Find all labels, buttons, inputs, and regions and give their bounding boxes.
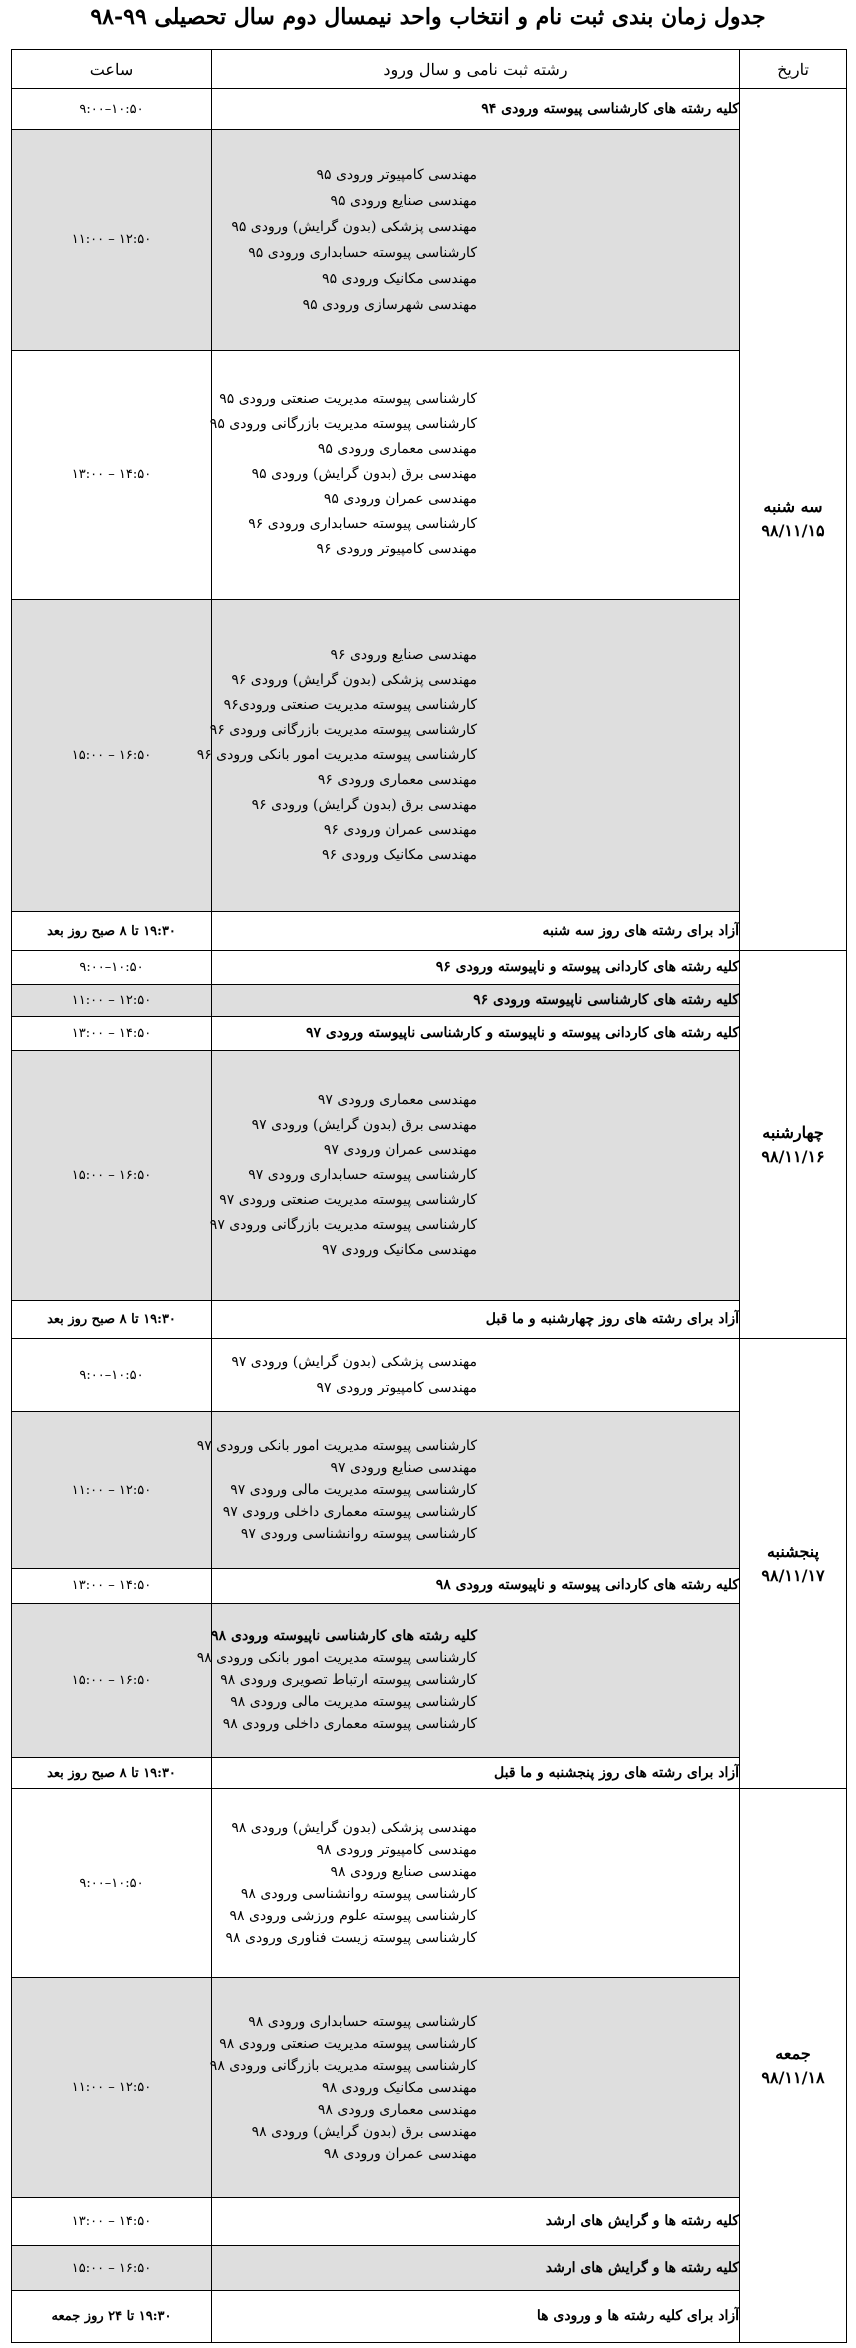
- day-name: پنجشنبه: [766, 1541, 820, 1561]
- field-item: کلیه رشته های کارشناسی ناپیوسته ورودی ۹۶: [473, 992, 739, 1009]
- field-item: مهندسی پزشکی (بدون گرایش) ورودی ۹۶: [231, 672, 477, 689]
- field-item: کارشناسی پیوسته حسابداری ورودی ۹۶: [248, 516, 477, 533]
- field-item: مهندسی مکانیک ورودی ۹۵: [322, 270, 477, 287]
- field-item: کارشناسی پیوسته حسابداری ورودی ۹۵: [248, 244, 477, 261]
- field-item: آزاد برای کلیه رشته ها و ورودی ها: [536, 2308, 739, 2325]
- day-date: ۹۸/۱۱/۱۷: [761, 1565, 825, 1585]
- field-item: کارشناسی پیوسته مدیریت صنعتی ورودی ۹۷: [219, 1192, 477, 1209]
- field-cell: [209, 1051, 740, 1300]
- field-item: مهندسی عمران ورودی ۹۶: [323, 822, 477, 839]
- field-cell: [212, 985, 740, 1017]
- field-item: مهندسی کامپیوتر ورودی ۹۵: [316, 166, 477, 183]
- time-cell: ۱۳:۰۰ – ۱۴:۵۰: [12, 1016, 212, 1050]
- field-item: آزاد برای رشته های روز سه شنبه: [542, 923, 739, 940]
- time-cell: ۹:۰۰–۱۰:۵۰: [12, 950, 212, 984]
- time-cell: ۱۵:۰۰ – ۱۶:۵۰: [12, 2246, 212, 2290]
- field-item: کلیه رشته های کاردانی پیوسته و ناپیوسته و کارشناسی ناپیوسته ورودی ۹۷: [306, 1025, 739, 1042]
- field-item: مهندسی صنایع ورودی ۹۸: [330, 1864, 477, 1881]
- field-item: کارشناسی پیوسته زیست فناوری ورودی ۹۸: [225, 1930, 477, 1947]
- field-item: کارشناسی پیوسته روانشناسی ورودی ۹۸: [240, 1886, 477, 1903]
- field-item: مهندسی برق (بدون گرایش) ورودی ۹۵: [251, 466, 477, 483]
- day-name: سه شنبه: [763, 497, 823, 517]
- schedule-body: [12, 89, 847, 2343]
- field-item: مهندسی معماری ورودی ۹۷: [317, 1092, 477, 1109]
- field-cell: [196, 1603, 740, 1757]
- field-item: کارشناسی پیوسته مدیریت بازرگانی ورودی ۹۷: [209, 1217, 477, 1234]
- field-item: مهندسی پزشکی (بدون گرایش) ورودی ۹۷: [231, 1354, 477, 1371]
- field-item: کارشناسی پیوسته مدیریت امور بانکی ورودی ۹۶: [196, 747, 477, 764]
- time-cell: ۱۳:۰۰ – ۱۴:۵۰: [12, 2198, 212, 2246]
- field-cell: [196, 1412, 740, 1569]
- day-date: ۹۸/۱۱/۱۸: [761, 2067, 825, 2087]
- field-cell: [212, 950, 740, 984]
- schedule-row: [12, 912, 847, 951]
- schedule-row: [12, 2246, 847, 2290]
- field-cell: [209, 1978, 740, 2198]
- schedule-row: [12, 1603, 847, 1757]
- schedule-row: [12, 599, 847, 912]
- schedule-row: [12, 1789, 847, 1978]
- day-date: ۹۸/۱۱/۱۵: [761, 521, 825, 541]
- field-item: کارشناسی پیوسته مدیریت مالی ورودی ۹۸: [230, 1694, 477, 1711]
- field-item: کلیه رشته ها و گرایش های ارشد: [545, 2260, 739, 2276]
- time-cell: ۱۱:۰۰ – ۱۲:۵۰: [12, 1978, 212, 2198]
- page-title: جدول زمان بندی ثبت نام و انتخاب واحد نیمسال دوم سال تحصیلی ۹۹-۹۸: [90, 4, 766, 30]
- schedule-row: [12, 985, 847, 1017]
- time-cell: ۹:۰۰–۱۰:۵۰: [12, 1339, 212, 1412]
- field-item: مهندسی مکانیک ورودی ۹۶: [322, 847, 477, 864]
- field-item: کارشناسی پیوسته مدیریت امور بانکی ورودی ۹۷: [196, 1438, 477, 1455]
- field-item: کارشناسی پیوسته معماری داخلی ورودی ۹۷: [222, 1504, 477, 1521]
- field-item: مهندسی مکانیک ورودی ۹۷: [322, 1242, 477, 1259]
- schedule-row: [12, 1412, 847, 1569]
- schedule-table: [11, 49, 847, 2343]
- field-item: مهندسی کامپیوتر ورودی ۹۷: [316, 1380, 477, 1397]
- field-item: کارشناسی پیوسته ارتباط تصویری ورودی ۹۸: [220, 1672, 477, 1689]
- schedule-row: [12, 950, 847, 984]
- field-item: مهندسی پزشکی (بدون گرایش) ورودی ۹۸: [231, 1820, 477, 1837]
- field-item: کارشناسی پیوسته روانشناسی ورودی ۹۷: [240, 1526, 477, 1543]
- time-cell: ۱۳:۰۰ – ۱۴:۵۰: [12, 350, 212, 599]
- field-item: مهندسی برق (بدون گرایش) ورودی ۹۸: [251, 2123, 477, 2140]
- date-cell: [740, 1789, 847, 2343]
- schedule-row: [12, 350, 847, 599]
- field-cell: [212, 130, 740, 350]
- field-cell: [209, 350, 740, 599]
- field-item: مهندسی عمران ورودی ۹۸: [323, 2145, 477, 2162]
- schedule-row: [12, 2198, 847, 2246]
- field-item: مهندسی عمران ورودی ۹۵: [323, 491, 477, 508]
- field-item: کلیه رشته های کارشناسی پیوسته ورودی ۹۴: [481, 101, 739, 118]
- header-field: رشته ثبت نامی و سال ورود: [212, 50, 740, 89]
- header-date: تاریخ: [740, 50, 847, 89]
- field-item: مهندسی معماری ورودی ۹۵: [317, 441, 477, 458]
- schedule-row: [12, 1339, 847, 1412]
- time-cell: ۹:۰۰–۱۰:۵۰: [12, 89, 212, 130]
- time-cell: ۱۹:۳۰ تا ۲۴ روز جمعه: [12, 2290, 212, 2342]
- field-item: کلیه رشته ها و گرایش های ارشد: [545, 2213, 739, 2230]
- schedule-table-wrapper: [11, 49, 846, 2343]
- field-item: کارشناسی پیوسته مدیریت بازرگانی ورودی ۹۶: [209, 722, 477, 739]
- field-cell: [212, 1569, 740, 1603]
- field-item: مهندسی شهرسازی ورودی ۹۵: [302, 296, 477, 313]
- field-item: کارشناسی پیوسته معماری داخلی ورودی ۹۸: [222, 1716, 477, 1733]
- time-cell: ۱۹:۳۰ تا ۸ صبح روز بعد: [12, 1300, 212, 1339]
- field-item: مهندسی صنایع ورودی ۹۶: [330, 647, 477, 664]
- field-cell: [212, 1339, 740, 1412]
- field-item: کارشناسی پیوسته مدیریت امور بانکی ورودی ۹۸: [196, 1650, 477, 1667]
- field-item: کارشناسی پیوسته مدیریت صنعتی ورودی ۹۵: [219, 391, 477, 408]
- time-cell: ۱۱:۰۰ – ۱۲:۵۰: [12, 985, 212, 1017]
- time-cell: ۱۳:۰۰ – ۱۴:۵۰: [12, 1569, 212, 1603]
- field-item: کارشناسی پیوسته مدیریت بازرگانی ورودی ۹۵: [209, 416, 477, 433]
- field-cell: [212, 2290, 740, 2342]
- field-cell: [212, 912, 740, 951]
- field-item: مهندسی کامپیوتر ورودی ۹۶: [316, 541, 477, 558]
- time-cell: ۱۱:۰۰ – ۱۲:۵۰: [12, 1412, 212, 1569]
- header-row: [12, 50, 847, 89]
- field-cell: [212, 89, 740, 130]
- time-cell: ۱۵:۰۰ – ۱۶:۵۰: [12, 1603, 212, 1757]
- field-item: آزاد برای رشته های روز پنجشنبه و ما قبل: [494, 1764, 739, 1781]
- time-cell: ۱۵:۰۰ – ۱۶:۵۰: [12, 1051, 212, 1300]
- field-cell: [196, 599, 740, 912]
- field-cell: [212, 1016, 740, 1050]
- field-item: کارشناسی پیوسته مدیریت مالی ورودی ۹۷: [230, 1482, 477, 1499]
- header-time: ساعت: [12, 50, 212, 89]
- field-item: مهندسی مکانیک ورودی ۹۸: [322, 2079, 477, 2096]
- schedule-row: [12, 1051, 847, 1300]
- schedule-row: [12, 1757, 847, 1789]
- field-item: کارشناسی پیوسته حسابداری ورودی ۹۷: [248, 1167, 477, 1184]
- time-cell: ۹:۰۰–۱۰:۵۰: [12, 1789, 212, 1978]
- day-name: جمعه: [775, 2043, 811, 2063]
- field-cell: [212, 1300, 740, 1339]
- field-item: آزاد برای رشته های روز چهارشنبه و ما قبل: [485, 1311, 739, 1328]
- field-cell: [212, 1757, 740, 1789]
- field-item: کارشناسی پیوسته مدیریت صنعتی ورودی ۹۸: [219, 2035, 477, 2052]
- field-item: کارشناسی پیوسته مدیریت بازرگانی ورودی ۹۸: [209, 2057, 477, 2074]
- field-item: کلیه رشته های کاردانی پیوسته و ناپیوسته ورودی ۹۶: [435, 959, 739, 976]
- day-date: ۹۸/۱۱/۱۶: [761, 1146, 825, 1166]
- schedule-row: [12, 1300, 847, 1339]
- field-item: مهندسی کامپیوتر ورودی ۹۸: [316, 1842, 477, 1859]
- schedule-row: [12, 1569, 847, 1603]
- time-cell: ۱۹:۳۰ تا ۸ صبح روز بعد: [12, 1757, 212, 1789]
- date-cell: [740, 89, 847, 951]
- field-cell: [212, 2198, 740, 2246]
- field-item: مهندسی صنایع ورودی ۹۷: [330, 1460, 477, 1477]
- field-item: مهندسی برق (بدون گرایش) ورودی ۹۶: [251, 797, 477, 814]
- schedule-row: [12, 2290, 847, 2342]
- time-cell: ۱۱:۰۰ – ۱۲:۵۰: [12, 130, 212, 350]
- field-item: مهندسی معماری ورودی ۹۶: [317, 772, 477, 789]
- schedule-row: [12, 130, 847, 350]
- field-item: کارشناسی پیوسته مدیریت صنعتی ورودی۹۶: [223, 697, 477, 714]
- field-item: مهندسی پزشکی (بدون گرایش) ورودی ۹۵: [231, 218, 477, 235]
- field-item: کلیه رشته های کاردانی پیوسته و ناپیوسته ورودی ۹۸: [435, 1577, 739, 1594]
- field-cell: [212, 2246, 740, 2290]
- schedule-row: [12, 1978, 847, 2198]
- schedule-row: [12, 89, 847, 130]
- field-item: کارشناسی پیوسته علوم ورزشی ورودی ۹۸: [229, 1908, 477, 1925]
- field-cell: [212, 1789, 740, 1978]
- field-item: کلیه رشته های کارشناسی ناپیوسته ورودی ۹۸: [211, 1628, 477, 1645]
- field-item: کارشناسی پیوسته حسابداری ورودی ۹۸: [248, 2013, 477, 2030]
- time-cell: ۱۵:۰۰ – ۱۶:۵۰: [12, 599, 212, 912]
- field-item: مهندسی عمران ورودی ۹۷: [323, 1142, 477, 1159]
- date-cell: [740, 1339, 847, 1789]
- date-cell: [740, 950, 847, 1338]
- time-cell: ۱۹:۳۰ تا ۸ صبح روز بعد: [12, 912, 212, 951]
- field-item: مهندسی برق (بدون گرایش) ورودی ۹۷: [251, 1117, 477, 1134]
- field-item: مهندسی صنایع ورودی ۹۵: [330, 192, 477, 209]
- schedule-row: [12, 1016, 847, 1050]
- day-name: چهارشنبه: [762, 1122, 824, 1142]
- field-item: مهندسی معماری ورودی ۹۸: [317, 2101, 477, 2118]
